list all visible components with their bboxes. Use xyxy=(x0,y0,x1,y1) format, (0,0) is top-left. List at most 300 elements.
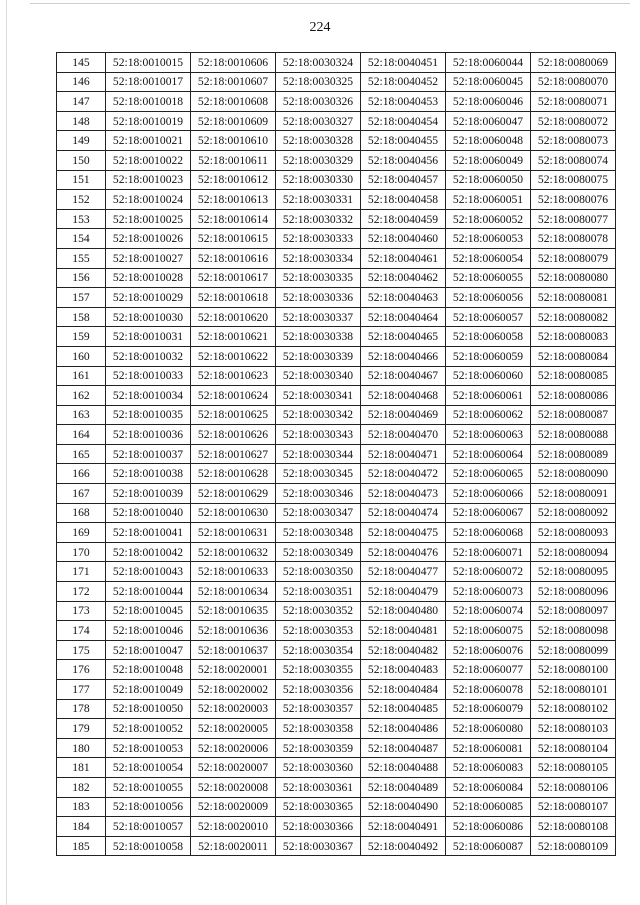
cadastral-number-cell: 52:18:0080103 xyxy=(531,719,616,739)
cadastral-number-cell: 52:18:0080105 xyxy=(531,758,616,778)
cadastral-number-cell: 52:18:0060044 xyxy=(446,53,531,73)
cadastral-number-cell: 52:18:0060063 xyxy=(446,425,531,445)
row-number-cell: 147 xyxy=(57,92,106,112)
cadastral-number-cell: 52:18:0040464 xyxy=(361,307,446,327)
cadastral-number-cell: 52:18:0020011 xyxy=(191,836,276,856)
cadastral-number-cell: 52:18:0030366 xyxy=(276,817,361,837)
cadastral-number-cell: 52:18:0060050 xyxy=(446,170,531,190)
cadastral-number-cell: 52:18:0010038 xyxy=(106,464,191,484)
table-row xyxy=(57,53,616,73)
table-row xyxy=(57,229,616,249)
row-number-cell: 180 xyxy=(57,738,106,758)
cadastral-number-cell: 52:18:0060076 xyxy=(446,640,531,660)
row-number-cell: 152 xyxy=(57,190,106,210)
cadastral-number-cell: 52:18:0080087 xyxy=(531,405,616,425)
cadastral-number-cell: 52:18:0080075 xyxy=(531,170,616,190)
row-number-cell: 175 xyxy=(57,640,106,660)
cadastral-number-cell: 52:18:0060059 xyxy=(446,346,531,366)
cadastral-number-cell: 52:18:0080069 xyxy=(531,53,616,73)
row-number-cell: 157 xyxy=(57,288,106,308)
cadastral-number-cell: 52:18:0010050 xyxy=(106,699,191,719)
cadastral-number-cell: 52:18:0040477 xyxy=(361,562,446,582)
row-number-cell: 184 xyxy=(57,817,106,837)
row-number-cell: 178 xyxy=(57,699,106,719)
cadastral-number-cell: 52:18:0030326 xyxy=(276,92,361,112)
cadastral-number-cell: 52:18:0010026 xyxy=(106,229,191,249)
cadastral-number-cell: 52:18:0060051 xyxy=(446,190,531,210)
row-number-cell: 177 xyxy=(57,680,106,700)
cadastral-number-cell: 52:18:0020006 xyxy=(191,738,276,758)
table-row xyxy=(57,582,616,602)
row-number-cell: 160 xyxy=(57,346,106,366)
row-number-cell: 149 xyxy=(57,131,106,151)
row-number-cell: 185 xyxy=(57,836,106,856)
cadastral-number-cell: 52:18:0030343 xyxy=(276,425,361,445)
cadastral-number-cell: 52:18:0040453 xyxy=(361,92,446,112)
scan-top-edge-line xyxy=(30,3,630,4)
cadastral-number-cell: 52:18:0080077 xyxy=(531,209,616,229)
cadastral-number-cell: 52:18:0040459 xyxy=(361,209,446,229)
cadastral-number-cell: 52:18:0060081 xyxy=(446,738,531,758)
scan-left-edge-line xyxy=(6,0,7,905)
cadastral-number-cell: 52:18:0080109 xyxy=(531,836,616,856)
cadastral-number-cell: 52:18:0010033 xyxy=(106,366,191,386)
row-number-cell: 151 xyxy=(57,170,106,190)
table-row xyxy=(57,190,616,210)
row-number-cell: 167 xyxy=(57,484,106,504)
row-number-cell: 183 xyxy=(57,797,106,817)
cadastral-number-cell: 52:18:0010612 xyxy=(191,170,276,190)
cadastral-number-cell: 52:18:0030339 xyxy=(276,346,361,366)
cadastral-number-cell: 52:18:0010043 xyxy=(106,562,191,582)
row-number-cell: 173 xyxy=(57,601,106,621)
cadastral-number-cell: 52:18:0010044 xyxy=(106,582,191,602)
cadastral-number-cell: 52:18:0030353 xyxy=(276,621,361,641)
cadastral-number-cell: 52:18:0080092 xyxy=(531,503,616,523)
cadastral-number-cell: 52:18:0010046 xyxy=(106,621,191,641)
cadastral-number-cell: 52:18:0040455 xyxy=(361,131,446,151)
cadastral-number-cell: 52:18:0020009 xyxy=(191,797,276,817)
cadastral-number-cell: 52:18:0010021 xyxy=(106,131,191,151)
cadastral-number-cell: 52:18:0060080 xyxy=(446,719,531,739)
cadastral-number-cell: 52:18:0060083 xyxy=(446,758,531,778)
cadastral-number-cell: 52:18:0040491 xyxy=(361,817,446,837)
cadastral-number-cell: 52:18:0080093 xyxy=(531,523,616,543)
cadastral-number-cell: 52:18:0080100 xyxy=(531,660,616,680)
cadastral-number-cell: 52:18:0010048 xyxy=(106,660,191,680)
cadastral-number-cell: 52:18:0010635 xyxy=(191,601,276,621)
cadastral-number-cell: 52:18:0060046 xyxy=(446,92,531,112)
cadastral-number-cell: 52:18:0010049 xyxy=(106,680,191,700)
cadastral-number-cell: 52:18:0060047 xyxy=(446,111,531,131)
cadastral-number-cell: 52:18:0080089 xyxy=(531,444,616,464)
cadastral-number-cell: 52:18:0010024 xyxy=(106,190,191,210)
cadastral-number-cell: 52:18:0040476 xyxy=(361,542,446,562)
cadastral-number-cell: 52:18:0030350 xyxy=(276,562,361,582)
cadastral-number-cell: 52:18:0010029 xyxy=(106,288,191,308)
cadastral-number-cell: 52:18:0080084 xyxy=(531,346,616,366)
table-row xyxy=(57,464,616,484)
cadastral-number-cell: 52:18:0080085 xyxy=(531,366,616,386)
cadastral-number-cell: 52:18:0080104 xyxy=(531,738,616,758)
cadastral-number-cell: 52:18:0020007 xyxy=(191,758,276,778)
table-row xyxy=(57,131,616,151)
cadastral-number-cell: 52:18:0030329 xyxy=(276,150,361,170)
cadastral-number-cell: 52:18:0030354 xyxy=(276,640,361,660)
table-body xyxy=(57,53,616,856)
cadastral-number-cell: 52:18:0020003 xyxy=(191,699,276,719)
cadastral-number-cell: 52:18:0080095 xyxy=(531,562,616,582)
cadastral-number-cell: 52:18:0040457 xyxy=(361,170,446,190)
cadastral-number-cell: 52:18:0010618 xyxy=(191,288,276,308)
cadastral-number-cell: 52:18:0030325 xyxy=(276,72,361,92)
cadastral-number-cell: 52:18:0060068 xyxy=(446,523,531,543)
cadastral-number-cell: 52:18:0030345 xyxy=(276,464,361,484)
cadastral-number-cell: 52:18:0010627 xyxy=(191,444,276,464)
table-row xyxy=(57,307,616,327)
cadastral-number-cell: 52:18:0040479 xyxy=(361,582,446,602)
table-row xyxy=(57,484,616,504)
cadastral-number-cell: 52:18:0080091 xyxy=(531,484,616,504)
row-number-cell: 165 xyxy=(57,444,106,464)
cadastral-number-cell: 52:18:0030333 xyxy=(276,229,361,249)
cadastral-number-cell: 52:18:0040490 xyxy=(361,797,446,817)
cadastral-number-cell: 52:18:0080097 xyxy=(531,601,616,621)
cadastral-number-cell: 52:18:0060079 xyxy=(446,699,531,719)
cadastral-number-cell: 52:18:0030359 xyxy=(276,738,361,758)
cadastral-number-cell: 52:18:0030340 xyxy=(276,366,361,386)
cadastral-number-cell: 52:18:0080096 xyxy=(531,582,616,602)
cadastral-number-cell: 52:18:0080106 xyxy=(531,777,616,797)
cadastral-number-cell: 52:18:0010039 xyxy=(106,484,191,504)
cadastral-number-cell: 52:18:0010047 xyxy=(106,640,191,660)
cadastral-number-cell: 52:18:0010027 xyxy=(106,248,191,268)
cadastral-number-cell: 52:18:0010611 xyxy=(191,150,276,170)
cadastral-number-cell: 52:18:0040471 xyxy=(361,444,446,464)
cadastral-number-cell: 52:18:0040487 xyxy=(361,738,446,758)
cadastral-number-cell: 52:18:0040451 xyxy=(361,53,446,73)
table-row xyxy=(57,542,616,562)
cadastral-number-cell: 52:18:0030331 xyxy=(276,190,361,210)
cadastral-number-cell: 52:18:0080071 xyxy=(531,92,616,112)
cadastral-number-cell: 52:18:0040452 xyxy=(361,72,446,92)
cadastral-number-cell: 52:18:0080079 xyxy=(531,248,616,268)
cadastral-number-cell: 52:18:0030332 xyxy=(276,209,361,229)
cadastral-numbers-table xyxy=(56,52,616,856)
cadastral-number-cell: 52:18:0020005 xyxy=(191,719,276,739)
cadastral-number-cell: 52:18:0060085 xyxy=(446,797,531,817)
row-number-cell: 174 xyxy=(57,621,106,641)
cadastral-number-cell: 52:18:0030367 xyxy=(276,836,361,856)
cadastral-number-cell: 52:18:0080074 xyxy=(531,150,616,170)
cadastral-number-cell: 52:18:0020001 xyxy=(191,660,276,680)
table-row xyxy=(57,817,616,837)
cadastral-number-cell: 52:18:0030346 xyxy=(276,484,361,504)
table-row xyxy=(57,72,616,92)
table-row xyxy=(57,209,616,229)
cadastral-number-cell: 52:18:0020002 xyxy=(191,680,276,700)
cadastral-number-cell: 52:18:0040456 xyxy=(361,150,446,170)
cadastral-number-cell: 52:18:0030347 xyxy=(276,503,361,523)
cadastral-number-cell: 52:18:0010620 xyxy=(191,307,276,327)
cadastral-number-cell: 52:18:0060053 xyxy=(446,229,531,249)
cadastral-number-cell: 52:18:0030334 xyxy=(276,248,361,268)
cadastral-number-cell: 52:18:0010630 xyxy=(191,503,276,523)
row-number-cell: 168 xyxy=(57,503,106,523)
cadastral-number-cell: 52:18:0040482 xyxy=(361,640,446,660)
cadastral-number-cell: 52:18:0060049 xyxy=(446,150,531,170)
cadastral-number-cell: 52:18:0010053 xyxy=(106,738,191,758)
table-row xyxy=(57,719,616,739)
cadastral-number-cell: 52:18:0010023 xyxy=(106,170,191,190)
cadastral-number-cell: 52:18:0010613 xyxy=(191,190,276,210)
cadastral-number-cell: 52:18:0060074 xyxy=(446,601,531,621)
table-row xyxy=(57,601,616,621)
cadastral-number-cell: 52:18:0010633 xyxy=(191,562,276,582)
cadastral-number-cell: 52:18:0030348 xyxy=(276,523,361,543)
cadastral-number-cell: 52:18:0040489 xyxy=(361,777,446,797)
cadastral-number-cell: 52:18:0010025 xyxy=(106,209,191,229)
cadastral-number-cell: 52:18:0010035 xyxy=(106,405,191,425)
cadastral-number-cell: 52:18:0010054 xyxy=(106,758,191,778)
cadastral-number-cell: 52:18:0010608 xyxy=(191,92,276,112)
row-number-cell: 159 xyxy=(57,327,106,347)
cadastral-number-cell: 52:18:0060072 xyxy=(446,562,531,582)
cadastral-number-cell: 52:18:0030336 xyxy=(276,288,361,308)
cadastral-number-cell: 52:18:0010617 xyxy=(191,268,276,288)
cadastral-number-cell: 52:18:0080080 xyxy=(531,268,616,288)
cadastral-number-cell: 52:18:0060055 xyxy=(446,268,531,288)
cadastral-number-cell: 52:18:0080070 xyxy=(531,72,616,92)
row-number-cell: 171 xyxy=(57,562,106,582)
cadastral-number-cell: 52:18:0030349 xyxy=(276,542,361,562)
cadastral-number-cell: 52:18:0010015 xyxy=(106,53,191,73)
cadastral-number-cell: 52:18:0030360 xyxy=(276,758,361,778)
table-row xyxy=(57,268,616,288)
cadastral-number-cell: 52:18:0010607 xyxy=(191,72,276,92)
cadastral-number-cell: 52:18:0030355 xyxy=(276,660,361,680)
cadastral-number-cell: 52:18:0080076 xyxy=(531,190,616,210)
cadastral-number-cell: 52:18:0080072 xyxy=(531,111,616,131)
cadastral-number-cell: 52:18:0010628 xyxy=(191,464,276,484)
cadastral-number-cell: 52:18:0010036 xyxy=(106,425,191,445)
cadastral-number-cell: 52:18:0080073 xyxy=(531,131,616,151)
cadastral-number-cell: 52:18:0010028 xyxy=(106,268,191,288)
cadastral-number-cell: 52:18:0030351 xyxy=(276,582,361,602)
cadastral-number-cell: 52:18:0030324 xyxy=(276,53,361,73)
row-number-cell: 176 xyxy=(57,660,106,680)
table-row xyxy=(57,699,616,719)
table-row xyxy=(57,170,616,190)
cadastral-number-cell: 52:18:0010622 xyxy=(191,346,276,366)
cadastral-number-cell: 52:18:0010032 xyxy=(106,346,191,366)
row-number-cell: 161 xyxy=(57,366,106,386)
cadastral-number-cell: 52:18:0060048 xyxy=(446,131,531,151)
cadastral-number-cell: 52:18:0010022 xyxy=(106,150,191,170)
row-number-cell: 145 xyxy=(57,53,106,73)
cadastral-number-cell: 52:18:0080107 xyxy=(531,797,616,817)
cadastral-number-cell: 52:18:0030335 xyxy=(276,268,361,288)
row-number-cell: 163 xyxy=(57,405,106,425)
table-row xyxy=(57,738,616,758)
row-number-cell: 169 xyxy=(57,523,106,543)
cadastral-number-cell: 52:18:0040470 xyxy=(361,425,446,445)
cadastral-number-cell: 52:18:0030341 xyxy=(276,386,361,406)
cadastral-number-cell: 52:18:0040466 xyxy=(361,346,446,366)
row-number-cell: 162 xyxy=(57,386,106,406)
cadastral-number-cell: 52:18:0010030 xyxy=(106,307,191,327)
cadastral-number-cell: 52:18:0010045 xyxy=(106,601,191,621)
cadastral-number-cell: 52:18:0030344 xyxy=(276,444,361,464)
cadastral-number-cell: 52:18:0040458 xyxy=(361,190,446,210)
cadastral-number-cell: 52:18:0040463 xyxy=(361,288,446,308)
cadastral-number-cell: 52:18:0010632 xyxy=(191,542,276,562)
cadastral-number-cell: 52:18:0030330 xyxy=(276,170,361,190)
cadastral-number-cell: 52:18:0060078 xyxy=(446,680,531,700)
cadastral-number-cell: 52:18:0080086 xyxy=(531,386,616,406)
cadastral-number-cell: 52:18:0030342 xyxy=(276,405,361,425)
cadastral-number-cell: 52:18:0060065 xyxy=(446,464,531,484)
table-row xyxy=(57,836,616,856)
cadastral-number-cell: 52:18:0010606 xyxy=(191,53,276,73)
cadastral-number-cell: 52:18:0060058 xyxy=(446,327,531,347)
cadastral-number-cell: 52:18:0040492 xyxy=(361,836,446,856)
cadastral-number-cell: 52:18:0010634 xyxy=(191,582,276,602)
cadastral-number-cell: 52:18:0040474 xyxy=(361,503,446,523)
cadastral-number-cell: 52:18:0030338 xyxy=(276,327,361,347)
table-row xyxy=(57,425,616,445)
row-number-cell: 146 xyxy=(57,72,106,92)
cadastral-number-cell: 52:18:0040475 xyxy=(361,523,446,543)
table-row xyxy=(57,288,616,308)
row-number-cell: 166 xyxy=(57,464,106,484)
cadastral-number-cell: 52:18:0010058 xyxy=(106,836,191,856)
cadastral-number-cell: 52:18:0030357 xyxy=(276,699,361,719)
cadastral-number-cell: 52:18:0010040 xyxy=(106,503,191,523)
cadastral-number-cell: 52:18:0060056 xyxy=(446,288,531,308)
cadastral-number-cell: 52:18:0060067 xyxy=(446,503,531,523)
cadastral-number-cell: 52:18:0060062 xyxy=(446,405,531,425)
table-row xyxy=(57,797,616,817)
cadastral-number-cell: 52:18:0030328 xyxy=(276,131,361,151)
cadastral-number-cell: 52:18:0080102 xyxy=(531,699,616,719)
cadastral-number-cell: 52:18:0080081 xyxy=(531,288,616,308)
cadastral-number-cell: 52:18:0080088 xyxy=(531,425,616,445)
row-number-cell: 179 xyxy=(57,719,106,739)
table-row xyxy=(57,150,616,170)
cadastral-number-cell: 52:18:0010615 xyxy=(191,229,276,249)
cadastral-number-cell: 52:18:0040480 xyxy=(361,601,446,621)
row-number-cell: 156 xyxy=(57,268,106,288)
cadastral-number-cell: 52:18:0040467 xyxy=(361,366,446,386)
cadastral-number-cell: 52:18:0010621 xyxy=(191,327,276,347)
cadastral-number-cell: 52:18:0010018 xyxy=(106,92,191,112)
cadastral-number-cell: 52:18:0030337 xyxy=(276,307,361,327)
cadastral-number-cell: 52:18:0060052 xyxy=(446,209,531,229)
table-row xyxy=(57,444,616,464)
cadastral-number-cell: 52:18:0040472 xyxy=(361,464,446,484)
table-row xyxy=(57,92,616,112)
row-number-cell: 182 xyxy=(57,777,106,797)
table-row xyxy=(57,405,616,425)
table-row xyxy=(57,346,616,366)
table-row xyxy=(57,327,616,347)
cadastral-number-cell: 52:18:0010031 xyxy=(106,327,191,347)
cadastral-number-cell: 52:18:0010637 xyxy=(191,640,276,660)
cadastral-number-cell: 52:18:0010626 xyxy=(191,425,276,445)
cadastral-number-cell: 52:18:0020008 xyxy=(191,777,276,797)
cadastral-number-cell: 52:18:0010042 xyxy=(106,542,191,562)
table-row xyxy=(57,660,616,680)
row-number-cell: 148 xyxy=(57,111,106,131)
cadastral-number-cell: 52:18:0030361 xyxy=(276,777,361,797)
cadastral-number-cell: 52:18:0060057 xyxy=(446,307,531,327)
cadastral-number-cell: 52:18:0040483 xyxy=(361,660,446,680)
row-number-cell: 154 xyxy=(57,229,106,249)
row-number-cell: 150 xyxy=(57,150,106,170)
row-number-cell: 158 xyxy=(57,307,106,327)
cadastral-number-cell: 52:18:0040485 xyxy=(361,699,446,719)
cadastral-number-cell: 52:18:0040460 xyxy=(361,229,446,249)
row-number-cell: 181 xyxy=(57,758,106,778)
cadastral-number-cell: 52:18:0010019 xyxy=(106,111,191,131)
table-row xyxy=(57,621,616,641)
cadastral-number-cell: 52:18:0010629 xyxy=(191,484,276,504)
cadastral-number-cell: 52:18:0010055 xyxy=(106,777,191,797)
table-row xyxy=(57,680,616,700)
cadastral-number-cell: 52:18:0010052 xyxy=(106,719,191,739)
cadastral-number-cell: 52:18:0040488 xyxy=(361,758,446,778)
cadastral-number-cell: 52:18:0030365 xyxy=(276,797,361,817)
cadastral-number-cell: 52:18:0030358 xyxy=(276,719,361,739)
cadastral-number-cell: 52:18:0060064 xyxy=(446,444,531,464)
cadastral-number-cell: 52:18:0060054 xyxy=(446,248,531,268)
cadastral-number-cell: 52:18:0040461 xyxy=(361,248,446,268)
row-number-cell: 164 xyxy=(57,425,106,445)
cadastral-number-cell: 52:18:0060077 xyxy=(446,660,531,680)
cadastral-number-cell: 52:18:0010624 xyxy=(191,386,276,406)
cadastral-number-cell: 52:18:0030352 xyxy=(276,601,361,621)
cadastral-number-cell: 52:18:0010636 xyxy=(191,621,276,641)
table-row xyxy=(57,523,616,543)
cadastral-number-cell: 52:18:0060084 xyxy=(446,777,531,797)
cadastral-number-cell: 52:18:0030327 xyxy=(276,111,361,131)
cadastral-number-cell: 52:18:0060075 xyxy=(446,621,531,641)
cadastral-number-cell: 52:18:0040469 xyxy=(361,405,446,425)
cadastral-number-cell: 52:18:0030356 xyxy=(276,680,361,700)
cadastral-number-cell: 52:18:0080108 xyxy=(531,817,616,837)
cadastral-number-cell: 52:18:0010034 xyxy=(106,386,191,406)
cadastral-number-cell: 52:18:0040454 xyxy=(361,111,446,131)
cadastral-number-cell: 52:18:0010057 xyxy=(106,817,191,837)
cadastral-number-cell: 52:18:0010041 xyxy=(106,523,191,543)
row-number-cell: 172 xyxy=(57,582,106,602)
cadastral-number-cell: 52:18:0080098 xyxy=(531,621,616,641)
cadastral-number-cell: 52:18:0010631 xyxy=(191,523,276,543)
row-number-cell: 153 xyxy=(57,209,106,229)
table-row xyxy=(57,366,616,386)
cadastral-number-cell: 52:18:0040462 xyxy=(361,268,446,288)
cadastral-number-cell: 52:18:0080101 xyxy=(531,680,616,700)
cadastral-number-cell: 52:18:0010610 xyxy=(191,131,276,151)
table-row xyxy=(57,111,616,131)
cadastral-number-cell: 52:18:0020010 xyxy=(191,817,276,837)
cadastral-number-cell: 52:18:0080083 xyxy=(531,327,616,347)
cadastral-number-cell: 52:18:0010037 xyxy=(106,444,191,464)
cadastral-number-cell: 52:18:0010609 xyxy=(191,111,276,131)
cadastral-number-cell: 52:18:0080082 xyxy=(531,307,616,327)
cadastral-number-cell: 52:18:0080099 xyxy=(531,640,616,660)
